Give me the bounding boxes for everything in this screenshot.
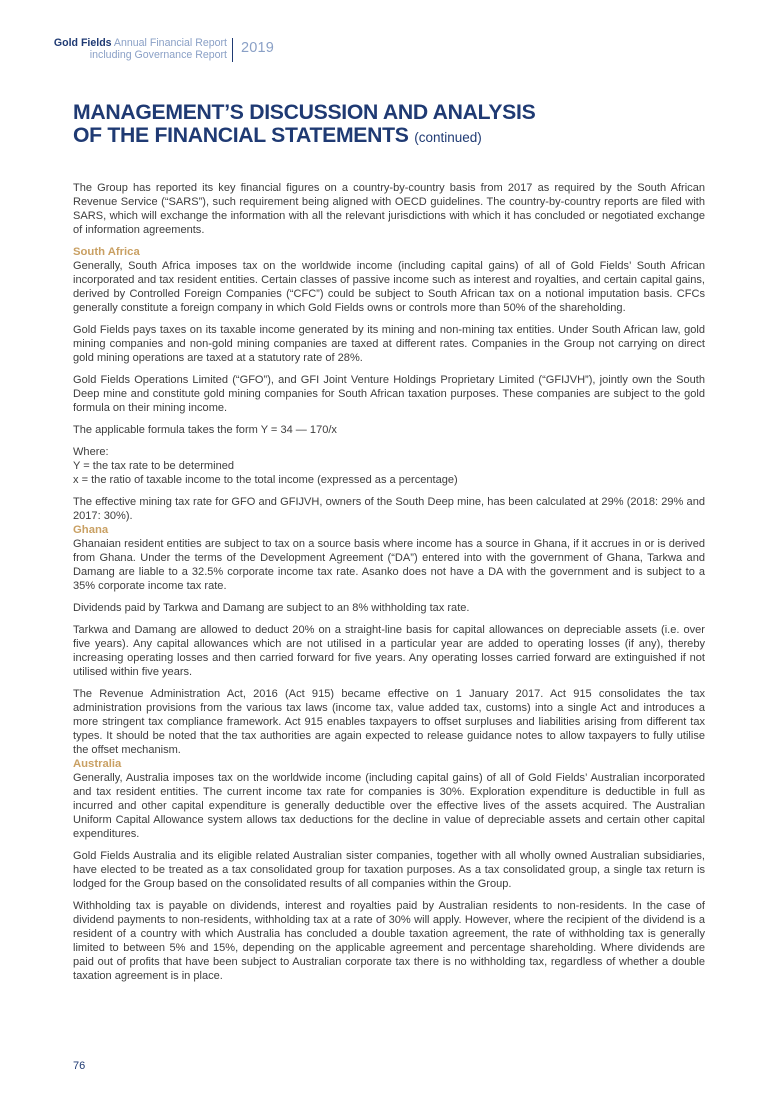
ghana-paragraph-2: Dividends paid by Tarkwa and Damang are subject to an 8% withholding tax rate.	[73, 602, 470, 614]
australia-paragraph-3: Withholding tax is payable on dividends, interest and royalties paid by Australian residents to non-residents. In the case of dividend payments to non-residents, withholding tax at a rate of 30% will apply. However, where the recipient of the dividend is a resident of a country with which Australia has concluded a double taxation agreement, the rate of withholding tax is generally limited to between 5% and 15%, depending on the applicable agreement and percentage shareholding. Where dividends are paid out of profits that have been subject to Australian corporate tax there is no withholding tax, regardless of whether a double taxation agreement is in place.	[73, 900, 705, 982]
report-header	[53, 37, 313, 67]
definition-y: Y = the tax rate to be determined	[73, 460, 234, 472]
ghana-paragraph-4: The Revenue Administration Act, 2016 (Act 915) became effective on 1 January 2017. Act 915 consolidates the tax administration provisions from the various tax laws (income tax, value added tax, customs) into a single Act and introduces a more stringent tax compliance framework. Act 915 enables taxpayers to offset surpluses and liabilities arising from different tax types. It should be noted that the tax authorities are again expected to release guidance notes to allow taxpayers to fully utilise the offset mechanism.	[73, 688, 705, 756]
formula-paragraph: The applicable formula takes the form Y = 34 — 170/x	[73, 424, 337, 436]
section-heading-ghana: Ghana	[73, 524, 109, 536]
brand-name: Gold Fields	[53, 37, 112, 49]
header-divider	[232, 38, 233, 62]
page-title-line1: MANAGEMENT’S DISCUSSION AND ANALYSIS	[73, 101, 536, 124]
section-heading-south-africa: South Africa	[73, 246, 140, 258]
definition-x: x = the ratio of taxable income to the total income (expressed as a percentage)	[73, 474, 458, 486]
page-title-line2: OF THE FINANCIAL STATEMENTS	[73, 124, 409, 147]
report-year: 2019	[241, 40, 275, 56]
section-heading-australia: Australia	[73, 758, 122, 770]
australia-paragraph-1: Generally, Australia imposes tax on the worldwide income (including capital gains) of all of Gold Fields’ Australian incorporated and tax resident entities. The current income tax rate for companies is 30%. Exploration expenditure is deductible in full as incurred and other capital expenditure is generally deductible over the effective lives of the assets acquired. The Australian Uniform Capital Allowance system allows tax deductions for the decline in value of depreciable assets and certain other capital expenditures.	[73, 772, 705, 840]
south-africa-paragraph-1: Generally, South Africa imposes tax on the worldwide income (including capital gains) of all of Gold Fields’ South African incorporated and tax resident entities. Certain classes of passive income such as interest and royalties, and certain capital gains, derived by Controlled Foreign Companies (“CFC”) could be subject to South African tax on a notional imputation basis. CFCs generally constitute a foreign company in which Gold Fields owns or controls more than 50% of the shareholding.	[73, 260, 705, 314]
page-number: 76	[73, 1060, 86, 1072]
ghana-paragraph-1: Ghanaian resident entities are subject to tax on a source basis where income has a source in Ghana, if it accrues in or is derived from Ghana. Under the terms of the Development Agreement (“DA”) entered into with the government of Ghana, Tarkwa and Damang are liable to a 32.5% corporate income tax rate. Asanko does not have a DA with the government and is subject to a 35% corporate income tax rate.	[73, 538, 705, 592]
report-title-line2: including Governance Report	[89, 49, 227, 61]
intro-paragraph: The Group has reported its key financial figures on a country-by-country basis from 2017 as required by the South African Revenue Service (“SARS”), such requirement being aligned with OECD guidelines. The country-by-country reports are filed with SARS, which will exchange the information with all the relevant jurisdictions with which it has concluded or negotiated exchange of information agreements.	[73, 182, 705, 236]
south-africa-paragraph-5: The effective mining tax rate for GFO and GFIJVH, owners of the South Deep mine, has been calculated at 29% (2018: 29% and 2017: 30%).	[73, 496, 705, 522]
south-africa-paragraph-2: Gold Fields pays taxes on its taxable income generated by its mining and non-mining tax entities. Under South African law, gold mining companies and non-gold mining companies are taxed at different rates. Companies in the Group not carrying on direct gold mining operations are taxed at a statutory rate of 28%.	[73, 324, 705, 364]
report-title-line1: Annual Financial Report	[113, 37, 227, 49]
australia-paragraph-2: Gold Fields Australia and its eligible related Australian sister companies, together with all wholly owned Australian subsidiaries, have elected to be treated as a tax consolidated group for taxation purposes. As a tax consolidated group, a single tax return is lodged for the Group based on the consolidated results of all companies within the Group.	[73, 850, 705, 890]
south-africa-paragraph-3: Gold Fields Operations Limited (“GFO”), and GFI Joint Venture Holdings Proprietary Limited (“GFIJVH”), jointly own the South Deep mine and constitute gold mining companies for South African taxation purposes. These companies are subject to the gold formula on their mining income.	[73, 374, 705, 414]
page-title	[73, 101, 713, 149]
ghana-paragraph-3: Tarkwa and Damang are allowed to deduct 20% on a straight-line basis for capital allowances on depreciable assets (i.e. over five years). Any capital allowances which are not utilised in a particular year are added to operating losses (if any), thereby increasing operating losses and then carried forward for five years. Any operating losses carried forward are extinguished if not utilised within five years.	[73, 624, 705, 678]
continued-label: (continued)	[414, 130, 482, 145]
report-name	[27, 37, 227, 61]
where-label: Where:	[73, 446, 109, 458]
body-content	[73, 181, 705, 991]
